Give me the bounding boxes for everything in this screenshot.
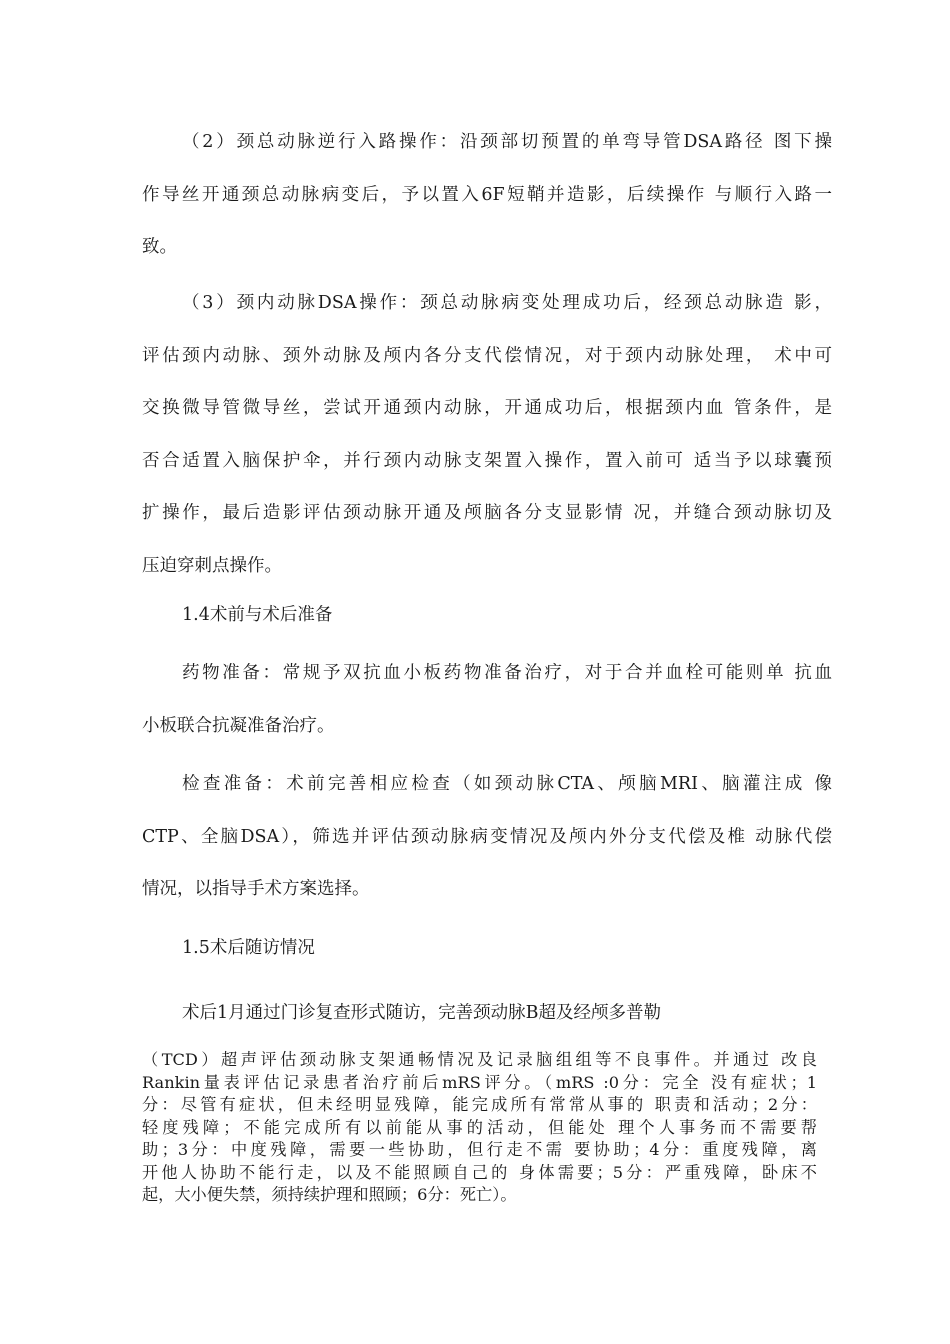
text-line: （2）颈总动脉逆行入路操作：沿颈部切预置的单弯导管DSA路径 图下操: [182, 132, 832, 152]
text-line: 助；3分：中度残障，需要一些协助，但行走不需 要协助；4分：重度残障，离: [142, 1140, 817, 1159]
text-line: 分：尽管有症状，但未经明显残障，能完成所有常常从事的 职责和活动；2分：: [142, 1095, 817, 1114]
text-line: 情况，以指导手术方案选择。: [142, 879, 370, 899]
paragraph-internal-carotid-dsa: [142, 277, 832, 592]
paragraph-carotid-retrograde: [142, 116, 832, 274]
text-line: 轻度残障；不能完成所有以前能从事的活动，但能处 理个人事务而不需要帮: [142, 1117, 817, 1137]
text-line: 小板联合抗凝准备治疗。: [142, 715, 335, 736]
text-line: CTP、全脑DSA），筛选并评估颈动脉病变情况及颅内外分支代偿及椎 动脉代偿: [142, 826, 832, 847]
paragraph-mrs-scale: [142, 1049, 817, 1207]
text-line: 检查准备：术前完善相应检查（如颈动脉CTA、颅脑MRI、脑灌注成 像: [182, 774, 832, 794]
text-line: （TCD）超声评估颈动脉支架通畅情况及记录脑组组等不良事件。并通过 改良: [142, 1050, 817, 1069]
text-line: 交换微导管微导丝，尝试开通颈内动脉，开通成功后，根据颈内血 管条件，是: [142, 398, 832, 418]
text-line: （3）颈内动脉DSA操作：颈总动脉病变处理成功后，经颈总动脉造 影，: [182, 293, 832, 313]
text-line: 作导丝开通颈总动脉病变后，予以置入6F短鞘并造影，后续操作 与顺行入路一: [142, 184, 832, 205]
text-line: 否合适置入脑保护伞，并行颈内动脉支架置入操作，置入前可 适当予以球囊预: [142, 450, 832, 471]
section-heading-1-4: 1.4术前与术后准备: [182, 605, 333, 625]
text-line: 压迫穿刺点操作。: [142, 555, 282, 576]
paragraph-followup-intro: 术后1月通过门诊复查形式随访，完善颈动脉B超及经颅多普勒: [182, 1003, 661, 1023]
text-line: 致。: [142, 237, 177, 257]
section-heading-1-5: 1.5术后随访情况: [182, 938, 315, 958]
text-line: 评估颈内动脉、颈外动脉及颅内各分支代偿情况，对于颈内动脉处理， 术中可: [142, 345, 832, 366]
text-line: Rankin量表评估记录患者治疗前后mRS评分。（mRS :0分：完全 没有症状；1: [142, 1072, 817, 1092]
text-line: 扩操作，最后造影评估颈动脉开通及颅脑各分支显影情 况，并缝合颈动脉切及: [142, 503, 832, 523]
paragraph-exam-preparation: [142, 758, 832, 916]
text-line: 药物准备：常规予双抗血小板药物准备治疗，对于合并血栓可能则单 抗血: [182, 663, 832, 683]
text-line: 起，大小便失禁，须持续护理和照顾；6分：死亡）。: [142, 1185, 517, 1204]
paragraph-drug-preparation: [142, 647, 832, 752]
text-line: 开他人协助不能行走，以及不能照顾自己的 身体需要；5分：严重残障，卧床不: [142, 1162, 817, 1182]
